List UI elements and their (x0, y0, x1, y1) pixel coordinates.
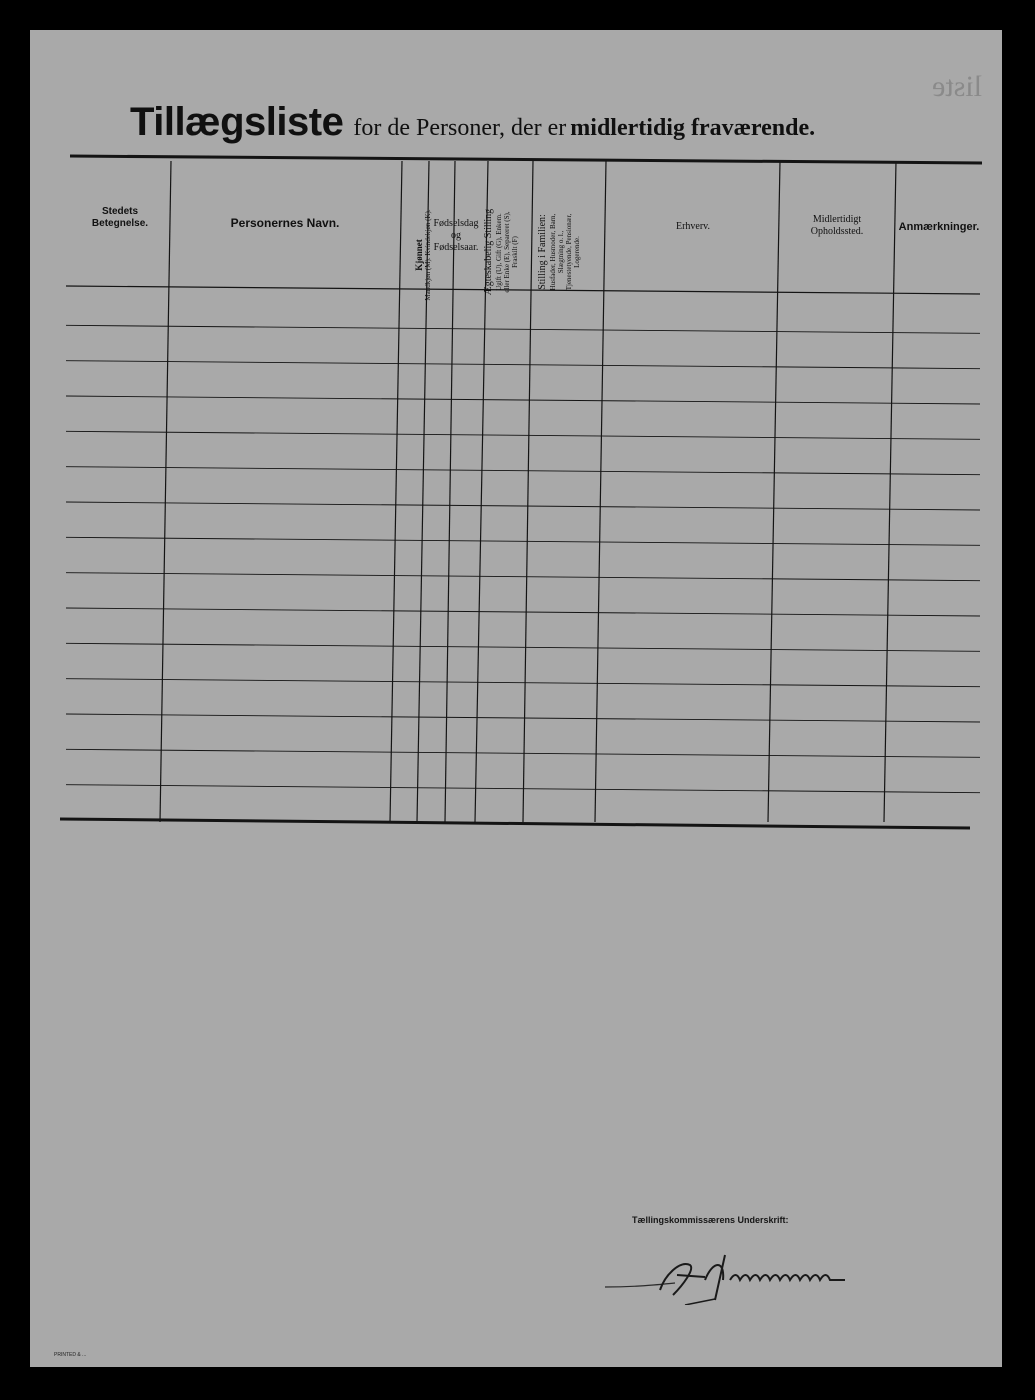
title-part2: midlertidig fraværende. (570, 115, 816, 141)
header-kjonnet-title: Kjønnet (414, 239, 424, 271)
row-line-9 (66, 608, 980, 616)
row-line-12 (66, 714, 980, 722)
header-aegte-line3: eller Enke (E), Separeret (S), (502, 211, 511, 293)
header-erhverv: Erhverv. (675, 221, 711, 232)
row-line-3 (66, 396, 980, 404)
row-line-5 (66, 467, 980, 475)
row-line-13 (66, 749, 980, 757)
title-part1: for de Personer, der er (353, 115, 567, 141)
header-fodsel-line1: Fødselsdag (433, 218, 479, 229)
row-line-2 (66, 361, 980, 369)
bottom-rule (60, 819, 970, 828)
header-stilling (537, 192, 593, 312)
header-aegte-line4: Fraskilt (F) (510, 236, 519, 268)
header-stilling-line5: Logerende. (572, 236, 581, 268)
corner-stamp: liste (932, 70, 982, 103)
column-divider-1 (160, 161, 171, 822)
header-fodsel-line2: og (451, 230, 461, 241)
row-line-10 (66, 643, 980, 651)
header-aegteskabelig (483, 197, 527, 307)
title-main: Tillægsliste (130, 100, 344, 144)
signature-label: Tællingskommissærens Underskrift: (632, 1215, 789, 1225)
handwritten-signature (565, 1235, 895, 1305)
row-line-11 (66, 679, 980, 687)
header-stilling-line1: Stilling i Familien: (537, 214, 548, 290)
header-stedets (70, 206, 170, 230)
header-kjonnet-sub: Mandkjøn (M). Kvindekjøn (K). (424, 209, 433, 301)
column-divider-8 (768, 161, 780, 822)
column-divider-4 (445, 161, 455, 822)
row-line-1 (66, 325, 980, 333)
row-line-4 (66, 431, 980, 439)
header-fodsel (427, 218, 485, 254)
column-divider-9 (884, 161, 896, 822)
census-form-page (30, 30, 1002, 1367)
header-kjonnet (414, 200, 436, 310)
header-anmaerkninger: Anmærkninger. (898, 221, 980, 233)
header-midl-line2: Opholdssted. (810, 226, 864, 237)
header-stilling-line4: Tjenestetyende, Pensionær, (564, 213, 573, 291)
header-aegte-line1: Ægteskabelig Stilling (483, 208, 494, 296)
column-divider-7 (595, 161, 606, 822)
header-fodsel-line3: Fødselsaar. (433, 242, 479, 253)
top-rule (70, 156, 982, 163)
header-stedets-line2: Betegnelse. (91, 218, 149, 229)
column-divider-2 (390, 161, 402, 822)
header-stilling-line3: Slægtning o. l., (556, 230, 565, 274)
header-midl-line1: Midlertidigt (812, 214, 862, 225)
header-stilling-line2: Husfader, Husmoder, Barn, (548, 213, 557, 291)
header-midlertidigt (782, 214, 892, 238)
printer-imprint: PRINTED & ... (54, 1352, 87, 1358)
row-line-8 (66, 573, 980, 581)
header-aegte-line2: Ugift (U), Gift (G), Enkem. (494, 213, 503, 291)
row-line-7 (66, 537, 980, 545)
edge-marker (16, 1075, 26, 1101)
header-navn: Personernes Navn. (230, 216, 340, 230)
header-stedets-line1: Stedets (101, 206, 139, 217)
row-line-6 (66, 502, 980, 510)
